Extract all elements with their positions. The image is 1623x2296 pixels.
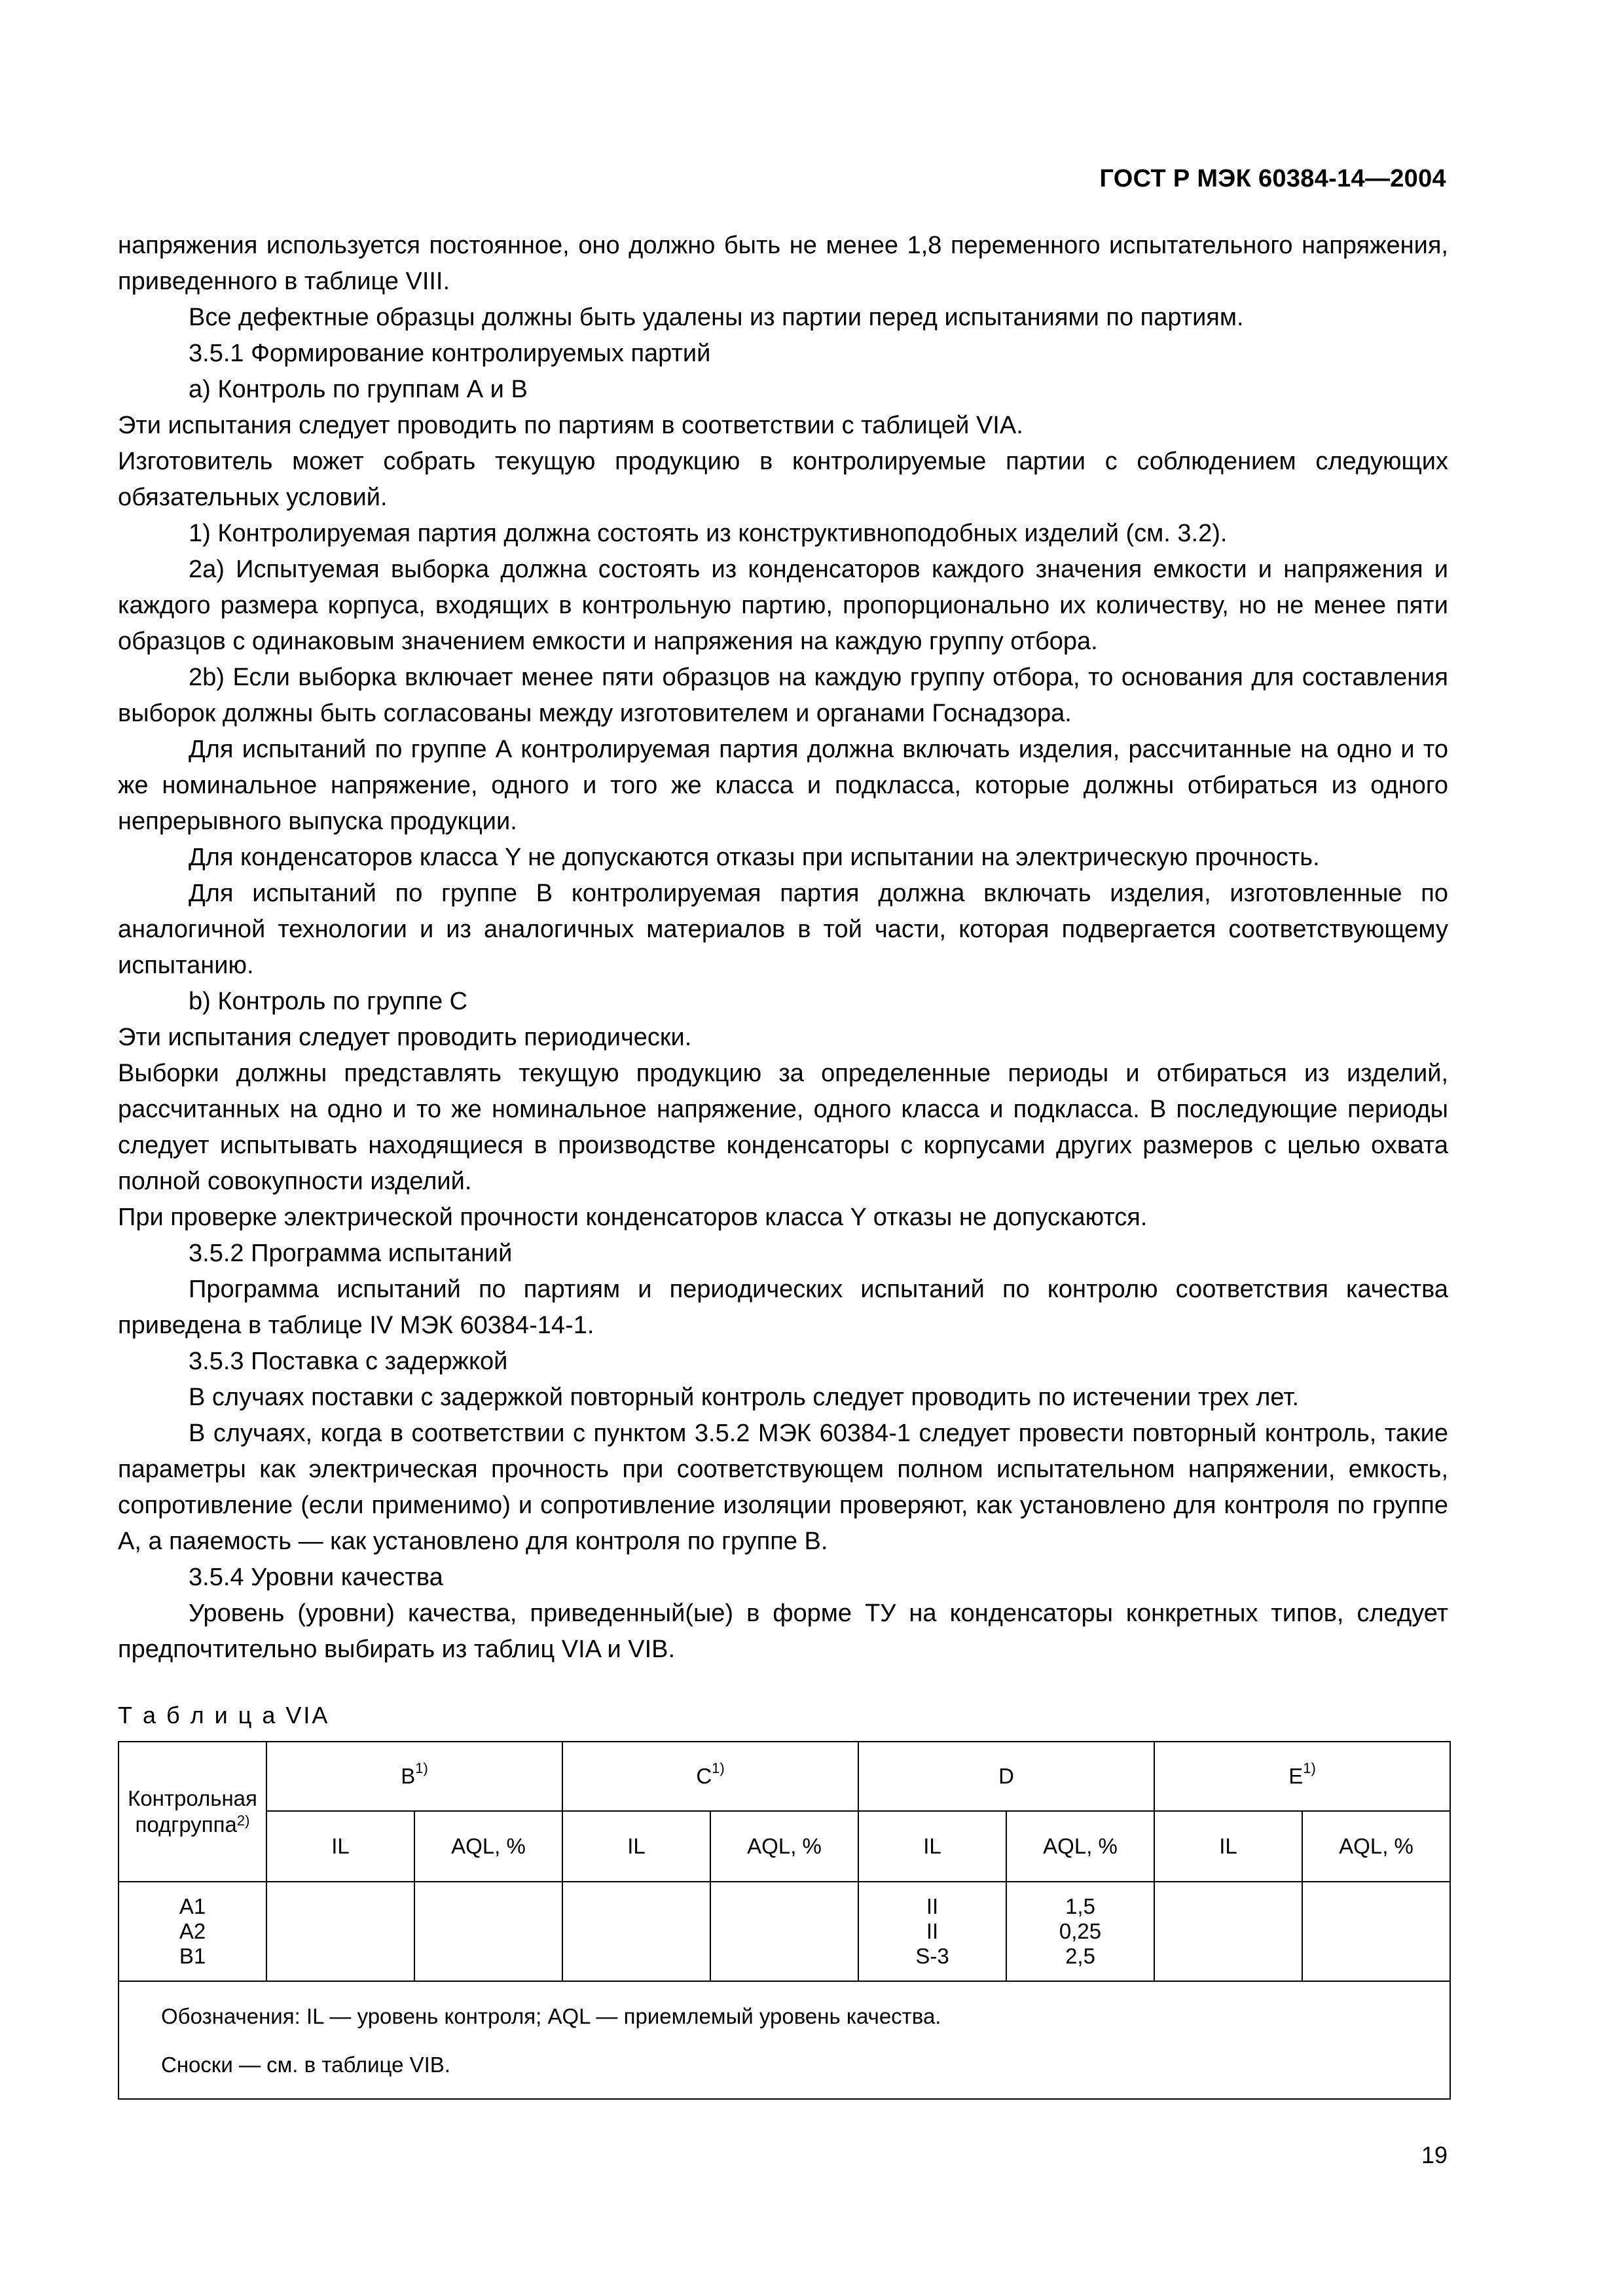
subgroup-cell: A1 A2 B1 <box>119 1882 266 1981</box>
paragraph: Уровень (уровни) качества, приведенный(ые) в форме ТУ на конденсаторы конкретных типов, следует предпочтительно выбирать из таблиц VIA и VIB. <box>118 1600 1448 1663</box>
group-e-header: $E^{1)}$ <box>1154 1742 1450 1811</box>
subgroup-column-header: Контрольная подгруппа$^{2)}$ <box>119 1742 266 1882</box>
paragraph: Выборки должны представлять текущую продукцию за определенные периоды и отбираться из изделий, рассчитанных на одно и то же номинальное напряжение, одного класса и подкласса. В последующие периоды следует испытывать находящиеся в производстве конденсаторы с корпусами других размеров с целью охвата полной совокупности изделий. <box>118 1060 1448 1195</box>
aql-column-header: AQL, % <box>1006 1811 1154 1882</box>
table-via <box>118 1741 1451 2100</box>
list-item: 2а) Испытуемая выборка должна состоять из конденсаторов каждого значения емкости и напряжения и каждого размера корпуса, входящих в контрольную партию, пропорционально их количеству, но не менее пяти образцов с одинаковым значением емкости и напряжения на каждую группу отбора. <box>118 556 1448 655</box>
il-column-header: IL <box>266 1811 414 1882</box>
table-caption: Т а б л и ц а VIA <box>118 1702 330 1729</box>
section-heading: 3.5.1 Формирование контролируемых партий <box>189 340 711 367</box>
aql-column-header: AQL, % <box>414 1811 562 1882</box>
table-notes <box>119 1981 1450 2099</box>
il-column-header: IL <box>1154 1811 1302 1882</box>
paragraph: Изготовитель может собрать текущую продукцию в контролируемые партии с соблюдением следующих обязательных условий. <box>118 448 1448 511</box>
table-cell <box>710 1882 858 1981</box>
paragraph: Эти испытания следует проводить периодически. <box>118 1024 692 1051</box>
paragraph: Для испытаний по группе А контролируемая партия должна включать изделия, рассчитанные на одно и то же номинальное напряжение, одного и того же класса и подкласса, которые должны отбираться из одного непрерывного выпуска продукции. <box>118 736 1448 835</box>
group-d-header: D <box>858 1742 1154 1811</box>
table-cell <box>562 1882 710 1981</box>
subsection-heading: а) Контроль по группам А и В <box>189 376 528 403</box>
table-cell <box>414 1882 562 1981</box>
section-heading: 3.5.4 Уровни качества <box>189 1564 443 1591</box>
table-cell <box>266 1882 414 1981</box>
body-text <box>118 228 1448 1668</box>
document-code-header: ГОСТ Р МЭК 60384-14—2004 <box>1099 165 1446 192</box>
il-column-header: IL <box>562 1811 710 1882</box>
paragraph: В случаях поставки с задержкой повторный контроль следует проводить по истечении трех лет. <box>189 1384 1300 1411</box>
paragraph: При проверке электрической прочности конденсаторов класса Y отказы не допускаются. <box>118 1204 1148 1231</box>
footnotes-note: Сноски — см. в таблице VIB. <box>161 2053 450 2077</box>
page-number: 19 <box>1421 2142 1448 2168</box>
paragraph: Все дефектные образцы должны быть удалены из партии перед испытаниями по партиям. <box>189 304 1244 331</box>
aql-column-header: AQL, % <box>710 1811 858 1882</box>
list-item: 2b) Если выборка включает менее пяти образцов на каждую группу отбора, то основания для составления выборок должны быть согласованы между изготовителем и органами Госнадзора. <box>118 664 1448 727</box>
paragraph: В случаях, когда в соответствии с пунктом 3.5.2 МЭК 60384-1 следует провести повторный контроль, такие параметры как электрическая прочность при соответствующем полном испытательном напряжении, емкость, сопротивление (если применимо) и сопротивление изоляции проверяют, как установлено для контроля по группе А, а паяемость — как установлено для контроля по группе В. <box>118 1420 1448 1555</box>
section-heading: 3.5.3 Поставка с задержкой <box>189 1348 508 1375</box>
group-b-header: $B^{1)}$ <box>266 1742 562 1811</box>
section-heading: 3.5.2 Программа испытаний <box>189 1240 513 1267</box>
designations-note: Обозначения: IL — уровень контроля; AQL — приемлемый уровень качества. <box>161 2004 941 2028</box>
table-cell <box>1154 1882 1302 1981</box>
paragraph: Для конденсаторов класса Y не допускаются отказы при испытании на электрическую прочность. <box>189 844 1320 871</box>
group-c-header: $C^{1)}$ <box>562 1742 858 1811</box>
paragraph: Для испытаний по группе В контролируемая партия должна включать изделия, изготовленные по аналогичной технологии и из аналогичных материалов в той части, которая подвергается соответствующему испытанию. <box>118 880 1448 979</box>
list-item: 1) Контролируемая партия должна состоять из конструктивноподобных изделий (см. 3.2). <box>189 520 1228 547</box>
paragraph: Эти испытания следует проводить по партиям в соответствии с таблицей VIA. <box>118 412 1023 439</box>
aql-column-header: AQL, % <box>1302 1811 1450 1882</box>
subsection-heading: b) Контроль по группе С <box>189 988 468 1015</box>
il-column-header: IL <box>858 1811 1006 1882</box>
table-cell: II II S-3 <box>858 1882 1006 1981</box>
table-cell: 1,5 0,25 2,5 <box>1006 1882 1154 1981</box>
table-cell <box>1302 1882 1450 1981</box>
paragraph: напряжения используется постоянное, оно должно быть не менее 1,8 переменного испытательного напряжения, приведенного в таблице VIII. <box>118 232 1448 295</box>
paragraph: Программа испытаний по партиям и периодических испытаний по контролю соответствия качества приведена в таблице IV МЭК 60384-14-1. <box>118 1276 1448 1339</box>
